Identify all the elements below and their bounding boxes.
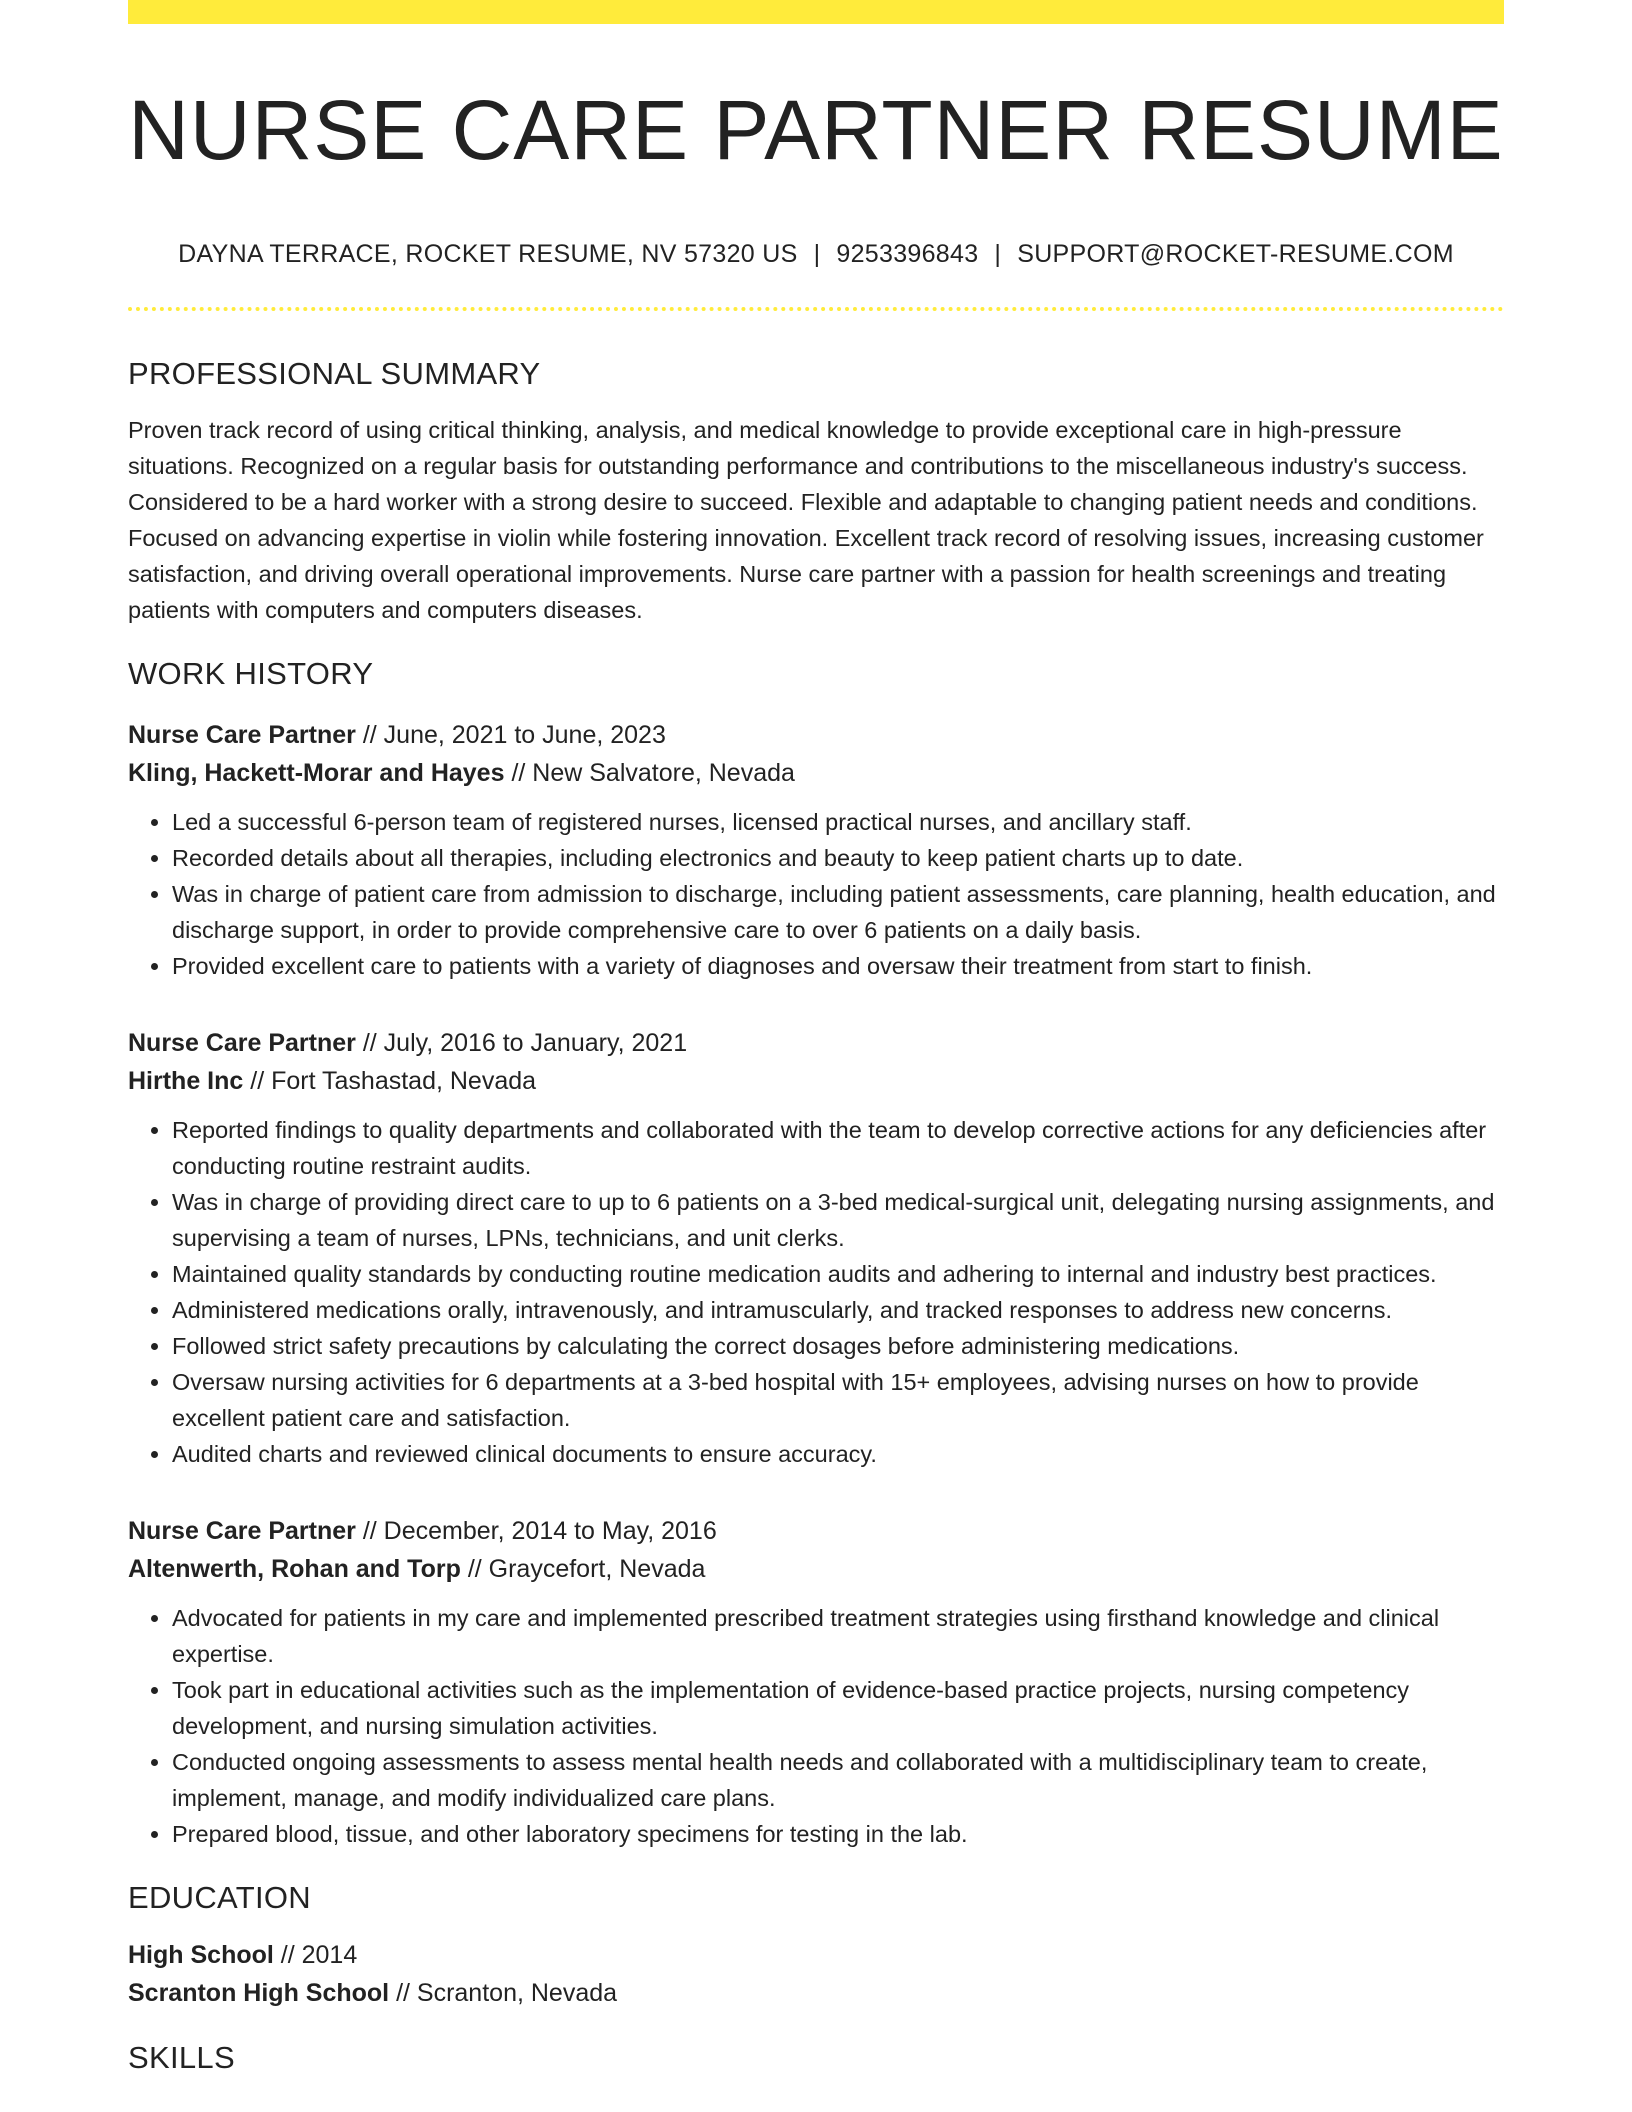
- job-bullet: • Administered medications orally, intravenously, and intramuscularly, and tracked responses to address new concerns.: [172, 1292, 1504, 1328]
- summary-text: Proven track record of using critical thinking, analysis, and medical knowledge to provide exceptional care in high-pressure situations. Recognized on a regular basis for outstanding performance and contributions to the miscellaneous industry's success. Considered to be a hard worker with a strong desire to succeed. Flexible and adaptable to changing patient needs and conditions. Focused on advancing expertise in violin while fostering innovation. Excellent track record of resolving issues, increasing customer satisfaction, and driving overall operational improvements. Nurse care partner with a passion for health screenings and treating patients with computers and computers diseases.: [128, 417, 1484, 623]
- job-bullet: • Provided excellent care to patients with a variety of diagnoses and oversaw their treatment from start to finish.: [172, 948, 1504, 984]
- job-company-line: [128, 754, 1504, 792]
- job-title-line: [128, 1024, 1504, 1062]
- job-location: // Graycefort, Nevada: [460, 1555, 706, 1583]
- education-section: [128, 1874, 1504, 2012]
- job-entry: [128, 1024, 1504, 1472]
- contact-line: [128, 236, 1504, 272]
- section-heading-education: EDUCATION: [128, 1880, 311, 1915]
- job-title: Nurse Care Partner: [128, 1517, 356, 1545]
- job-title: Nurse Care Partner: [128, 721, 356, 749]
- work-history-section: [128, 650, 1504, 1852]
- education-location: // Scranton, Nevada: [389, 1979, 618, 2007]
- job-location: // New Salvatore, Nevada: [504, 759, 795, 787]
- job-company: Altenwerth, Rohan and Torp: [128, 1555, 461, 1583]
- top-accent-bar: [128, 0, 1504, 24]
- job-entry: [128, 1512, 1504, 1852]
- job-bullet-list: [128, 1112, 1504, 1472]
- job-bullet: • Was in charge of patient care from admission to discharge, including patient assessments, care planning, health education, and discharge support, in order to provide comprehensive care to over 6 patients on a daily basis.: [172, 876, 1504, 948]
- job-list: [128, 716, 1504, 1852]
- education-degree: High School: [128, 1941, 274, 1969]
- job-bullet-list: [128, 1600, 1504, 1852]
- job-bullet: • Reported findings to quality departments and collaborated with the team to develop corrective actions for any deficiencies after conducting routine restraint audits.: [172, 1112, 1504, 1184]
- section-heading-work: WORK HISTORY: [128, 656, 374, 691]
- job-bullet: • Followed strict safety precautions by calculating the correct dosages before administering medications.: [172, 1328, 1504, 1364]
- contact-email: SUPPORT@ROCKET-RESUME.COM: [1017, 240, 1454, 268]
- education-school: Scranton High School: [128, 1979, 390, 2007]
- job-bullet: • Maintained quality standards by conducting routine medication audits and adhering to internal and industry best practices.: [172, 1256, 1504, 1292]
- job-bullet: • Audited charts and reviewed clinical documents to ensure accuracy.: [172, 1436, 1504, 1472]
- job-dates: // July, 2016 to January, 2021: [355, 1029, 688, 1057]
- contact-separator: |: [994, 240, 1002, 268]
- resume-title: NURSE CARE PARTNER RESUME: [128, 83, 1504, 177]
- education-degree-line: [128, 1936, 1504, 1974]
- education-year: // 2014: [273, 1941, 358, 1969]
- job-bullet: • Advocated for patients in my care and implemented prescribed treatment strategies using firsthand knowledge and clinical expertise.: [172, 1600, 1504, 1672]
- contact-phone: 9253396843: [836, 240, 979, 268]
- skills-section: [128, 2034, 1504, 2082]
- education-school-line: [128, 1974, 1504, 2012]
- summary-section: [128, 350, 1504, 628]
- job-bullet: • Led a successful 6-person team of registered nurses, licensed practical nurses, and ancillary staff.: [172, 804, 1504, 840]
- job-dates: // December, 2014 to May, 2016: [355, 1517, 717, 1545]
- job-title-line: [128, 716, 1504, 754]
- job-title-line: [128, 1512, 1504, 1550]
- job-company: Kling, Hackett-Morar and Hayes: [128, 759, 505, 787]
- job-entry: [128, 716, 1504, 984]
- job-bullet: • Prepared blood, tissue, and other laboratory specimens for testing in the lab.: [172, 1816, 1504, 1852]
- job-title: Nurse Care Partner: [128, 1029, 356, 1057]
- job-company: Hirthe Inc: [128, 1067, 244, 1095]
- contact-address: DAYNA TERRACE, ROCKET RESUME, NV 57320 US: [178, 240, 798, 268]
- job-location: // Fort Tashastad, Nevada: [243, 1067, 537, 1095]
- dotted-divider: [128, 307, 1504, 311]
- job-bullet: • Conducted ongoing assessments to assess mental health needs and collaborated with a multidisciplinary team to create, implement, manage, and modify individualized care plans.: [172, 1744, 1504, 1816]
- job-company-line: [128, 1062, 1504, 1100]
- job-bullet-list: [128, 804, 1504, 984]
- resume-content: [128, 350, 1504, 2082]
- job-dates: // June, 2021 to June, 2023: [355, 721, 666, 749]
- education-entry: [128, 1936, 1504, 2012]
- job-bullet: • Was in charge of providing direct care to up to 6 patients on a 3-bed medical-surgical unit, delegating nursing assignments, and supervising a team of nurses, LPNs, technicians, and unit clerks.: [172, 1184, 1504, 1256]
- job-bullet: • Oversaw nursing activities for 6 departments at a 3-bed hospital with 15+ employees, advising nurses on how to provide excellent patient care and satisfaction.: [172, 1364, 1504, 1436]
- job-bullet: • Recorded details about all therapies, including electronics and beauty to keep patient charts up to date.: [172, 840, 1504, 876]
- contact-separator: |: [813, 240, 821, 268]
- job-bullet: • Took part in educational activities such as the implementation of evidence-based practice projects, nursing competency development, and nursing simulation activities.: [172, 1672, 1504, 1744]
- section-heading-skills: SKILLS: [128, 2040, 235, 2075]
- job-company-line: [128, 1550, 1504, 1588]
- section-heading-summary: PROFESSIONAL SUMMARY: [128, 356, 541, 391]
